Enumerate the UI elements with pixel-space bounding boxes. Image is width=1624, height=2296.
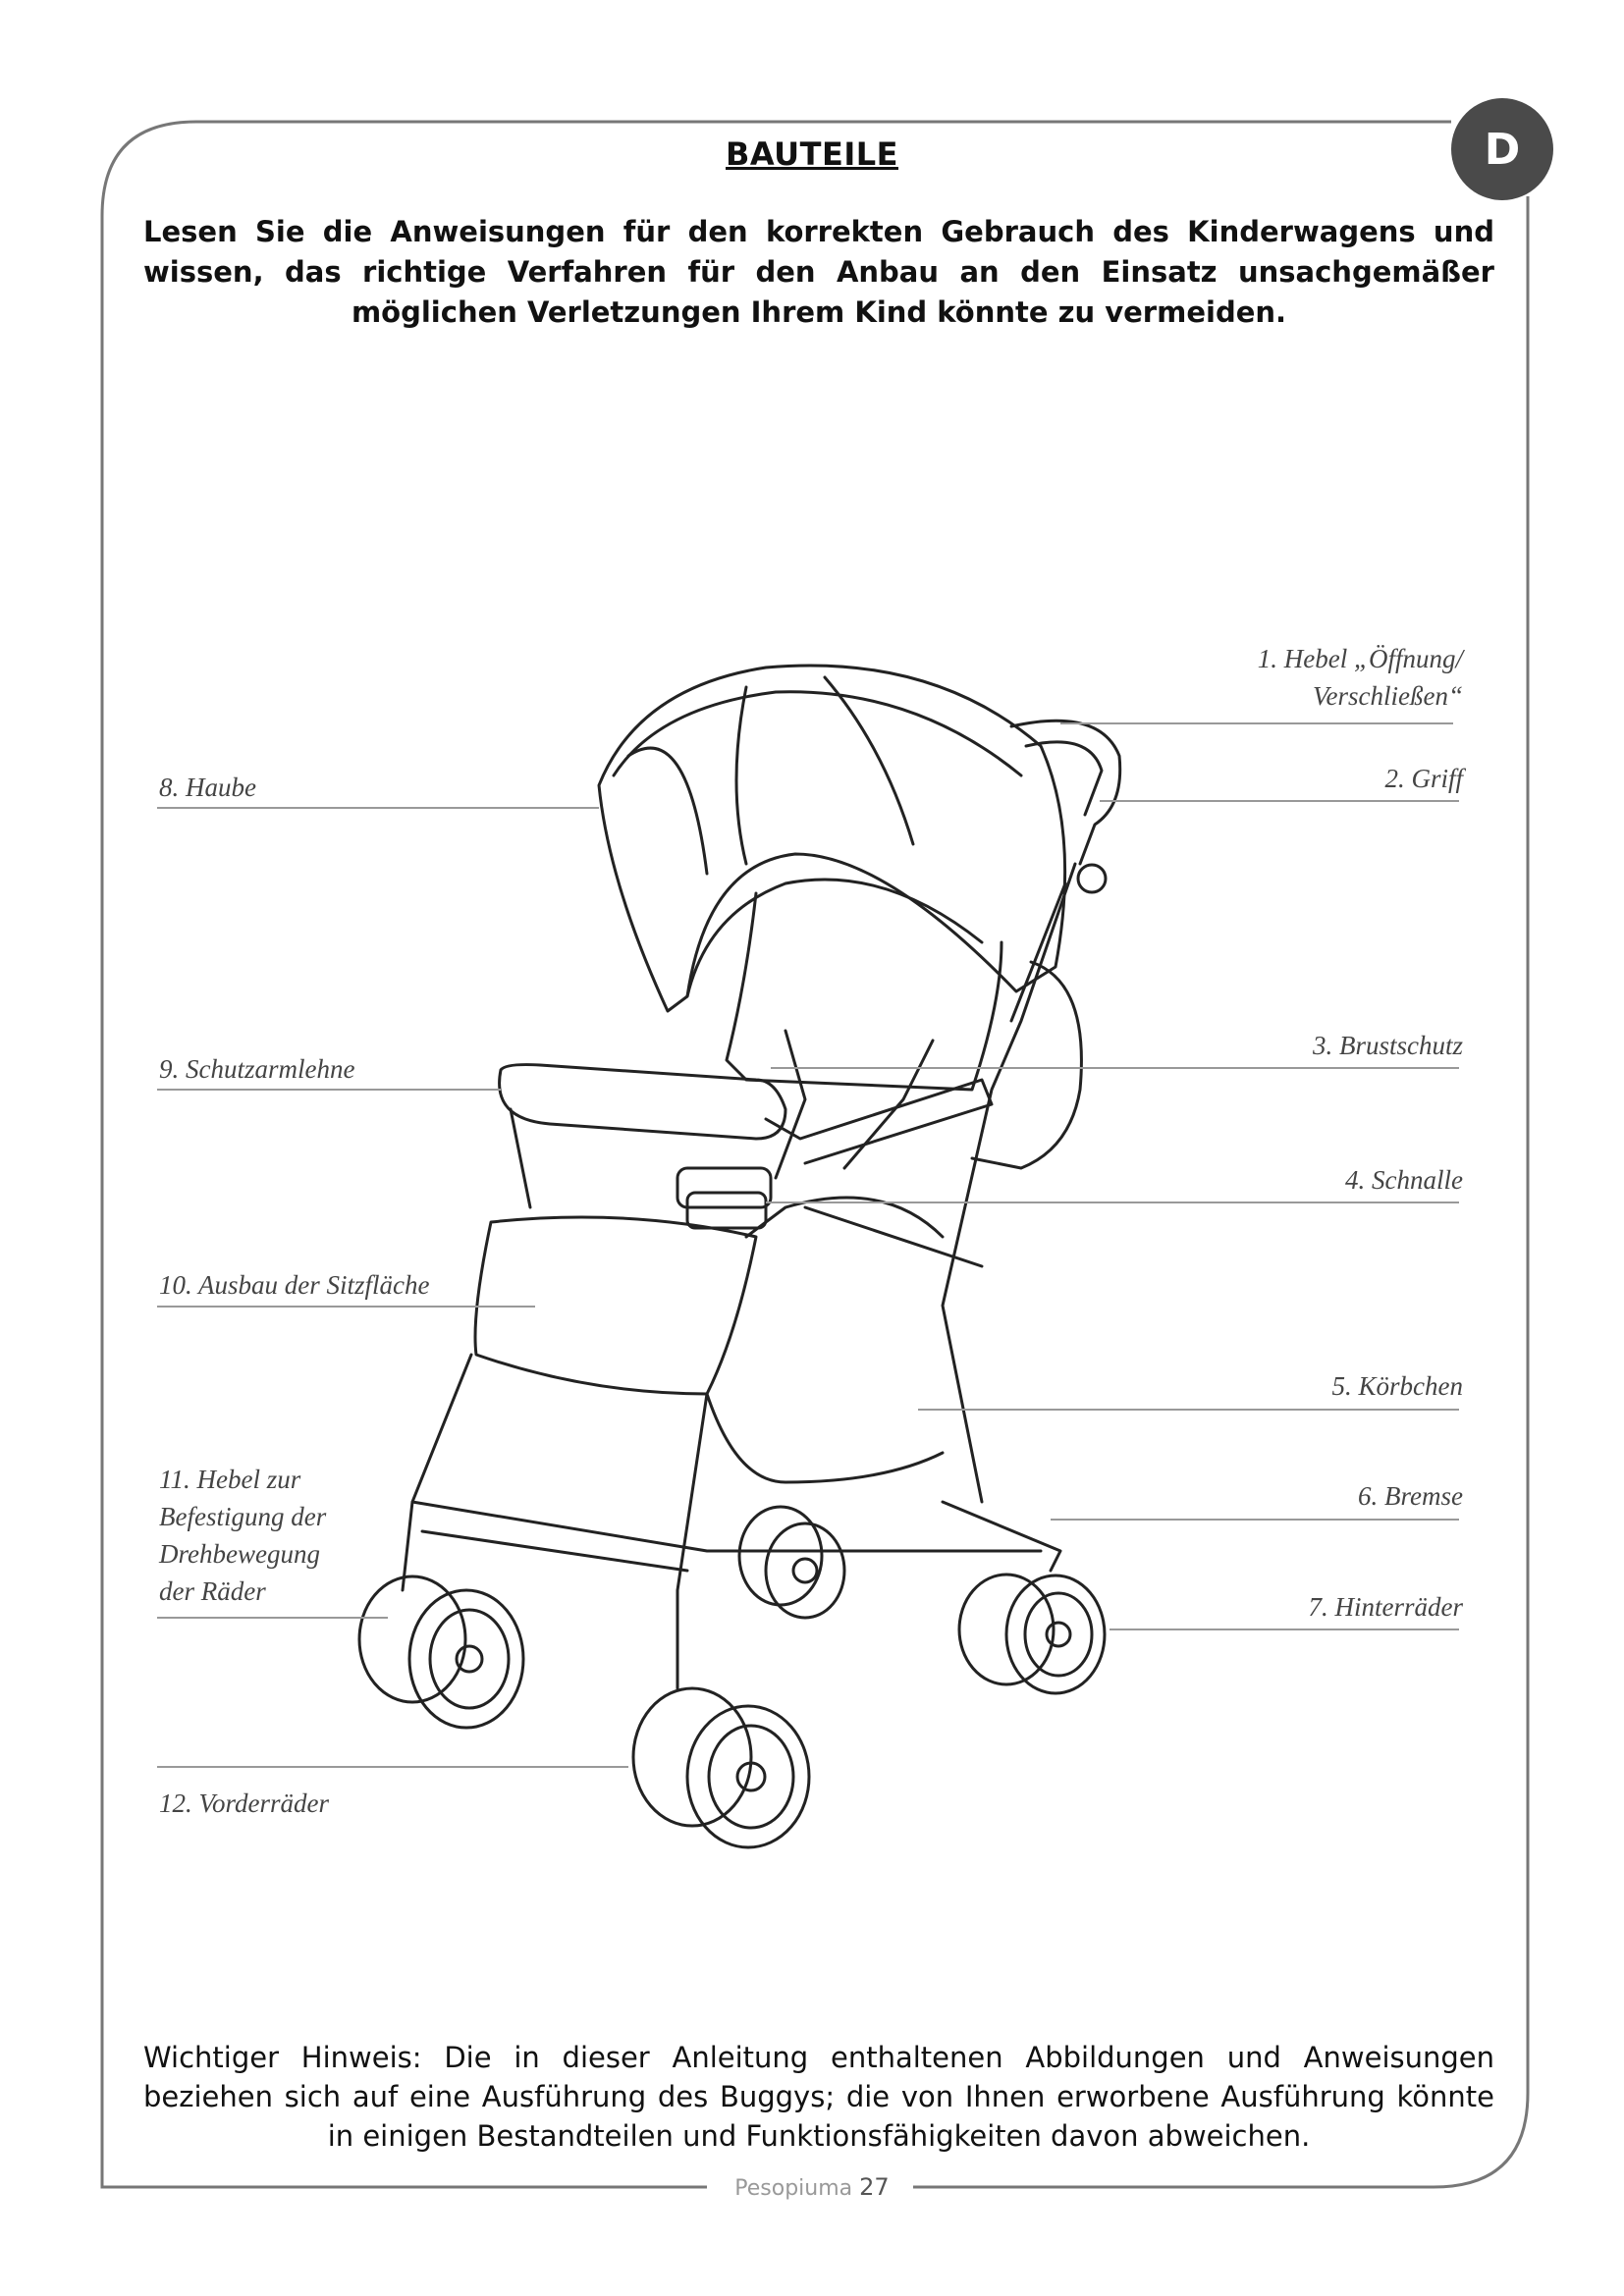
label-basket: 5. Körbchen	[1331, 1371, 1463, 1401]
page-number: 27	[859, 2173, 890, 2201]
label-lever-line1: 1. Hebel „Öffnung/	[1257, 644, 1463, 673]
page-footer	[0, 2173, 1624, 2201]
important-note: Wichtiger Hinweis: Die in dieser Anleitung enthaltenen Abbildungen und Anweisungen beziehen sich auf eine Ausführung des Buggys; die von Ihnen erworbene Ausführung könnte in einigen Bestandteilen und Funktionsfähigkeiten davon abweichen.	[143, 2041, 1494, 2153]
intro-paragraph: Lesen Sie die Anweisungen für den korrekten Gebrauch des Kinderwagens und wissen, das richtige Verfahren für den Anbau an den Einsatz unsachgemäßer möglichen Verletzungen Ihrem Kind könnte zu vermeiden.	[143, 215, 1494, 329]
label-swivel-line3: Drehbewegung	[159, 1539, 320, 1569]
label-front-wheels: 12. Vorderräder	[159, 1789, 329, 1818]
label-swivel-line4: der Räder	[159, 1576, 266, 1606]
label-bumper: 3. Brustschutz	[1312, 1031, 1463, 1060]
label-armrest: 9. Schutzarmlehne	[159, 1054, 355, 1084]
language-badge: D	[1451, 98, 1553, 200]
label-lever-open-close	[1100, 640, 1463, 715]
page-title: BAUTEILE	[726, 135, 898, 173]
label-swivel-line1: 11. Hebel zur	[159, 1465, 301, 1494]
label-canopy: 8. Haube	[159, 773, 256, 802]
label-rear-wheels: 7. Hinterräder	[1308, 1592, 1463, 1622]
label-buckle: 4. Schnalle	[1345, 1165, 1463, 1195]
label-brake: 6. Bremse	[1358, 1481, 1463, 1511]
label-seat-removal: 10. Ausbau der Sitzfläche	[159, 1270, 430, 1300]
label-lever-line2: Verschließen“	[1313, 681, 1463, 711]
label-handle: 2. Griff	[1384, 764, 1463, 793]
label-swivel-lock	[159, 1461, 414, 1610]
label-swivel-line2: Befestigung der	[159, 1502, 327, 1531]
footer-brand: Pesopiuma	[734, 2176, 853, 2201]
